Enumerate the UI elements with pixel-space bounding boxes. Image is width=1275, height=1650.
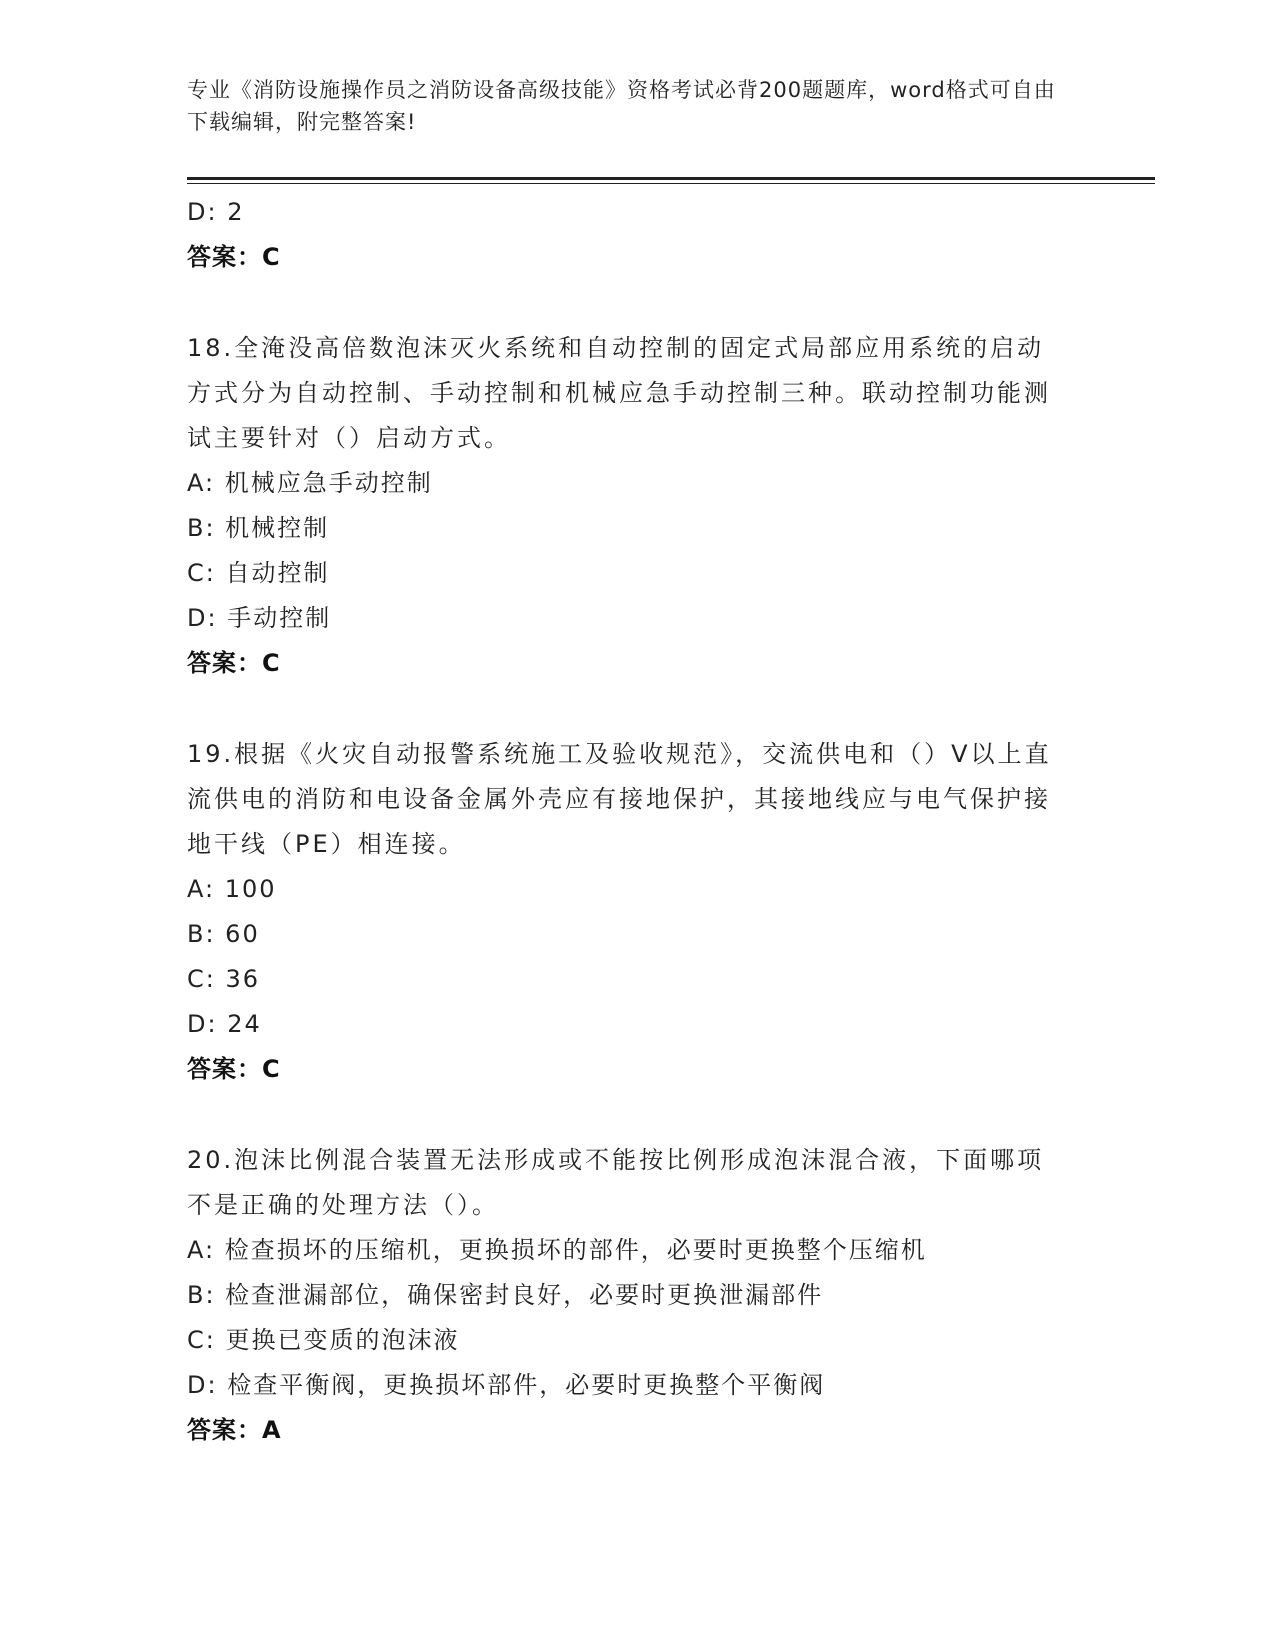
answer-text: 答案：C	[187, 649, 281, 677]
option-d: D: 手动控制	[187, 604, 332, 632]
option-b: B: 机械控制	[187, 514, 330, 542]
answer-text: 答案：C	[187, 1055, 281, 1083]
question-text: 19.根据《火灾自动报警系统施工及验收规范》，交流供电和（）V以上直流供电的消防和电设备金属外壳应有接地保护，其接地线应与电气保护接地干线（PE）相连接。	[187, 740, 1052, 858]
option-c: C: 36	[187, 965, 261, 993]
option-a: A: 机械应急手动控制	[187, 469, 433, 497]
option-c: C: 自动控制	[187, 559, 330, 587]
question-block	[187, 732, 1087, 1092]
option-c: C: 更换已变质的泡沫液	[187, 1326, 460, 1354]
answer-text: 答案：A	[187, 1416, 282, 1444]
option-a: A: 100	[187, 875, 277, 903]
prev-option-d: D: 2	[187, 198, 245, 226]
question-text: 20.泡沫比例混合装置无法形成或不能按比例形成泡沫混合液，下面哪项不是正确的处理方法（）。	[187, 1146, 1045, 1219]
option-b: B: 60	[187, 920, 260, 948]
question-text: 18.全淹没高倍数泡沫灭火系统和自动控制的固定式局部应用系统的启动方式分为自动控制、手动控制和机械应急手动控制三种。联动控制功能测试主要针对（）启动方式。	[187, 334, 1051, 452]
option-d: D: 24	[187, 1010, 262, 1038]
option-d: D: 检查平衡阀，更换损坏部件，必要时更换整个平衡阀	[187, 1371, 826, 1399]
option-a: A: 检查损坏的压缩机，更换损坏的部件，必要时更换整个压缩机	[187, 1236, 927, 1264]
option-b: B: 检查泄漏部位，确保密封良好，必要时更换泄漏部件	[187, 1281, 824, 1309]
question-block	[187, 1138, 1087, 1453]
document-body	[187, 190, 1087, 1453]
header-divider-thin	[187, 183, 1155, 184]
document-header: 专业《消防设施操作员之消防设备高级技能》资格考试必背200题题库，word格式可自由下载编辑，附完整答案!	[187, 78, 1056, 134]
header-divider-thick	[187, 177, 1155, 180]
prev-answer: 答案：C	[187, 243, 281, 271]
question-block	[187, 326, 1087, 686]
